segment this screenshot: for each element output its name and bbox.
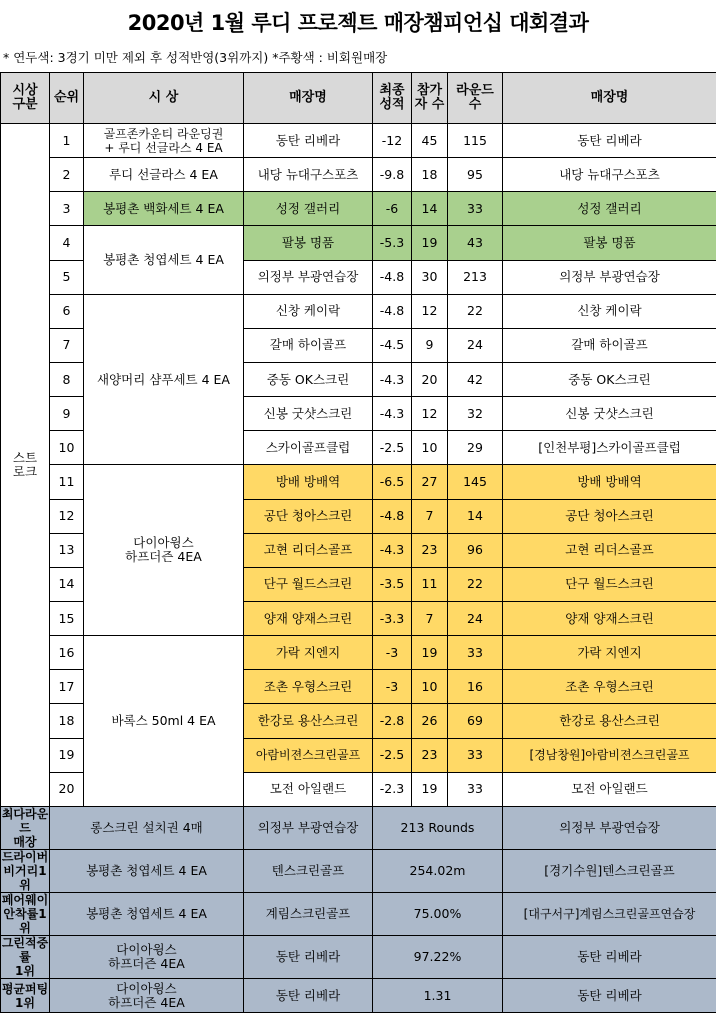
prize-cell: 루디 선글라스 4 EA <box>84 158 244 192</box>
store-cell: 성정 갤러리 <box>244 192 373 226</box>
rounds-cell: 43 <box>448 226 503 260</box>
rounds-cell: 16 <box>448 670 503 704</box>
table-row <box>1 158 716 192</box>
footer-store-full: 동탄 리베라 <box>503 935 716 978</box>
footer-row-fairway-accuracy <box>1 892 716 935</box>
store-full-cell: 방배 방배역 <box>503 465 716 499</box>
rank-cell: 11 <box>50 465 84 499</box>
participants-cell: 45 <box>412 124 448 158</box>
participants-cell: 12 <box>412 397 448 431</box>
store-cell: 한강로 용산스크린 <box>244 704 373 738</box>
score-cell: -4.8 <box>373 499 412 533</box>
rank-cell: 13 <box>50 533 84 567</box>
rank-cell: 2 <box>50 158 84 192</box>
score-cell: -2.8 <box>373 704 412 738</box>
footer-prize: 봉평촌 청엽세트 4 EA <box>50 892 244 935</box>
header-category: 시상 구분 <box>1 73 50 124</box>
score-cell: -4.5 <box>373 328 412 362</box>
footer-category: 드라이버 비거리1위 <box>1 849 50 892</box>
footer-store: 의정부 부광연습장 <box>244 806 373 849</box>
prize-cell: 골프존카운티 라운딩권 + 루디 선글라스 4 EA <box>84 124 244 158</box>
score-cell: -12 <box>373 124 412 158</box>
participants-cell: 30 <box>412 260 448 294</box>
store-full-cell: 한강로 용산스크린 <box>503 704 716 738</box>
rounds-cell: 42 <box>448 362 503 396</box>
rounds-cell: 145 <box>448 465 503 499</box>
store-cell: 중동 OK스크린 <box>244 362 373 396</box>
footer-store: 텐스크린골프 <box>244 849 373 892</box>
rank-cell: 10 <box>50 431 84 465</box>
rank-cell: 18 <box>50 704 84 738</box>
score-cell: -4.3 <box>373 533 412 567</box>
participants-cell: 12 <box>412 294 448 328</box>
score-cell: -9.8 <box>373 158 412 192</box>
footer-value: 254.02m <box>373 849 503 892</box>
store-full-cell: 모전 아일랜드 <box>503 772 716 806</box>
store-full-cell: 팔봉 명품 <box>503 226 716 260</box>
score-cell: -3.3 <box>373 601 412 635</box>
store-cell: 고현 리더스골프 <box>244 533 373 567</box>
header-rank: 순위 <box>50 73 84 124</box>
store-cell: 동탄 리베라 <box>244 124 373 158</box>
rounds-cell: 33 <box>448 636 503 670</box>
store-full-cell: 단구 월드스크린 <box>503 567 716 601</box>
store-cell: 모전 아일랜드 <box>244 772 373 806</box>
footer-value: 97.22% <box>373 935 503 978</box>
table-header-row <box>1 73 716 124</box>
rounds-cell: 22 <box>448 294 503 328</box>
rank-cell: 7 <box>50 328 84 362</box>
table-row <box>1 465 716 499</box>
store-cell: 방배 방배역 <box>244 465 373 499</box>
header-final-score: 최종 성적 <box>373 73 412 124</box>
rounds-cell: 96 <box>448 533 503 567</box>
participants-cell: 26 <box>412 704 448 738</box>
score-cell: -2.5 <box>373 738 412 772</box>
rounds-cell: 213 <box>448 260 503 294</box>
footer-category: 페어웨이 안착률1위 <box>1 892 50 935</box>
store-cell: 양재 양재스크린 <box>244 601 373 635</box>
participants-cell: 20 <box>412 362 448 396</box>
rank-cell: 12 <box>50 499 84 533</box>
rounds-cell: 33 <box>448 738 503 772</box>
score-cell: -4.3 <box>373 362 412 396</box>
footer-store: 동탄 리베라 <box>244 935 373 978</box>
participants-cell: 23 <box>412 533 448 567</box>
footer-store-full: [경기수원]텐스크린골프 <box>503 849 716 892</box>
store-cell: 가락 지엔지 <box>244 636 373 670</box>
store-full-cell: [경남창원]아람비젼스크린골프 <box>503 738 716 772</box>
rank-cell: 14 <box>50 567 84 601</box>
footer-value: 75.00% <box>373 892 503 935</box>
score-cell: -3 <box>373 670 412 704</box>
store-full-cell: 가락 지엔지 <box>503 636 716 670</box>
store-full-cell: 의정부 부광연습장 <box>503 260 716 294</box>
footer-prize: 다이아윙스 하프더즌 4EA <box>50 978 244 1013</box>
store-cell: 신봉 굿샷스크린 <box>244 397 373 431</box>
footer-category: 평균퍼팅 1위 <box>1 978 50 1013</box>
store-full-cell: 공단 청아스크린 <box>503 499 716 533</box>
score-cell: -6 <box>373 192 412 226</box>
score-cell: -4.3 <box>373 397 412 431</box>
store-cell: 갈매 하이골프 <box>244 328 373 362</box>
score-cell: -2.3 <box>373 772 412 806</box>
participants-cell: 7 <box>412 601 448 635</box>
score-cell: -4.8 <box>373 294 412 328</box>
participants-cell: 14 <box>412 192 448 226</box>
prize-cell: 봉평촌 백화세트 4 EA <box>84 192 244 226</box>
footer-category: 그린적중률 1위 <box>1 935 50 978</box>
store-cell: 아람비젼스크린골프 <box>244 738 373 772</box>
results-table <box>0 72 716 1013</box>
table-row <box>1 124 716 158</box>
participants-cell: 11 <box>412 567 448 601</box>
footer-store: 동탄 리베라 <box>244 978 373 1013</box>
store-cell: 조촌 우형스크린 <box>244 670 373 704</box>
legend-note: * 연두색: 3경기 미만 제외 후 성적반영(3위까지) *주황색 : 비회원매장 <box>3 46 387 70</box>
footer-row-driver-distance <box>1 849 716 892</box>
rounds-cell: 95 <box>448 158 503 192</box>
rank-cell: 8 <box>50 362 84 396</box>
footer-store-full: 동탄 리베라 <box>503 978 716 1013</box>
rounds-cell: 29 <box>448 431 503 465</box>
store-full-cell: [인천부평]스카이골프클럽 <box>503 431 716 465</box>
store-cell: 의정부 부광연습장 <box>244 260 373 294</box>
rank-cell: 15 <box>50 601 84 635</box>
footer-store-full: 의정부 부광연습장 <box>503 806 716 849</box>
store-cell: 공단 청아스크린 <box>244 499 373 533</box>
participants-cell: 7 <box>412 499 448 533</box>
table-row <box>1 636 716 670</box>
store-cell: 팔봉 명품 <box>244 226 373 260</box>
store-full-cell: 동탄 리베라 <box>503 124 716 158</box>
prize-cell: 바록스 50ml 4 EA <box>84 636 244 807</box>
participants-cell: 10 <box>412 431 448 465</box>
rank-cell: 16 <box>50 636 84 670</box>
store-full-cell: 고현 리더스골프 <box>503 533 716 567</box>
table-row <box>1 294 716 328</box>
table-row <box>1 192 716 226</box>
score-cell: -5.3 <box>373 226 412 260</box>
score-cell: -3.5 <box>373 567 412 601</box>
footer-row-green-hit <box>1 935 716 978</box>
participants-cell: 9 <box>412 328 448 362</box>
participants-cell: 23 <box>412 738 448 772</box>
store-cell: 단구 월드스크린 <box>244 567 373 601</box>
rounds-cell: 32 <box>448 397 503 431</box>
participants-cell: 19 <box>412 226 448 260</box>
footer-prize: 봉평촌 청엽세트 4 EA <box>50 849 244 892</box>
rank-cell: 19 <box>50 738 84 772</box>
store-cell: 스카이골프클럽 <box>244 431 373 465</box>
score-cell: -4.8 <box>373 260 412 294</box>
store-full-cell: 양재 양재스크린 <box>503 601 716 635</box>
score-cell: -6.5 <box>373 465 412 499</box>
page-title: 2020년 1월 루디 프로젝트 매장챔피언십 대회결과 <box>0 0 716 44</box>
footer-category: 최다라운드 매장 <box>1 806 50 849</box>
participants-cell: 19 <box>412 772 448 806</box>
header-rounds: 라운드 수 <box>448 73 503 124</box>
score-cell: -3 <box>373 636 412 670</box>
score-cell: -2.5 <box>373 431 412 465</box>
rank-cell: 20 <box>50 772 84 806</box>
rounds-cell: 24 <box>448 601 503 635</box>
participants-cell: 19 <box>412 636 448 670</box>
footer-prize: 다이아윙스 하프더즌 4EA <box>50 935 244 978</box>
footer-store-full: [대구서구]계림스크린골프연습장 <box>503 892 716 935</box>
store-cell: 신창 케이락 <box>244 294 373 328</box>
prize-cell: 다이아윙스 하프더즌 4EA <box>84 465 244 636</box>
participants-cell: 18 <box>412 158 448 192</box>
header-participants: 참가 자 수 <box>412 73 448 124</box>
rounds-cell: 115 <box>448 124 503 158</box>
rank-cell: 5 <box>50 260 84 294</box>
prize-cell: 봉평촌 청엽세트 4 EA <box>84 226 244 294</box>
prize-cell: 새양머리 샴푸세트 4 EA <box>84 294 244 465</box>
rounds-cell: 33 <box>448 772 503 806</box>
footer-value: 213 Rounds <box>373 806 503 849</box>
rounds-cell: 22 <box>448 567 503 601</box>
participants-cell: 27 <box>412 465 448 499</box>
rank-cell: 17 <box>50 670 84 704</box>
rank-cell: 6 <box>50 294 84 328</box>
rounds-cell: 14 <box>448 499 503 533</box>
rounds-cell: 69 <box>448 704 503 738</box>
store-full-cell: 갈매 하이골프 <box>503 328 716 362</box>
rounds-cell: 24 <box>448 328 503 362</box>
store-full-cell: 성정 갤러리 <box>503 192 716 226</box>
rank-cell: 3 <box>50 192 84 226</box>
store-full-cell: 신창 케이락 <box>503 294 716 328</box>
header-store-full: 매장명 <box>503 73 716 124</box>
store-full-cell: 내당 뉴대구스포츠 <box>503 158 716 192</box>
participants-cell: 10 <box>412 670 448 704</box>
rank-cell: 1 <box>50 124 84 158</box>
rounds-cell: 33 <box>448 192 503 226</box>
footer-prize: 롱스크린 설치권 4매 <box>50 806 244 849</box>
table-row <box>1 226 716 260</box>
footer-store: 계림스크린골프 <box>244 892 373 935</box>
header-store: 매장명 <box>244 73 373 124</box>
header-prize: 시 상 <box>84 73 244 124</box>
footer-value: 1.31 <box>373 978 503 1013</box>
store-full-cell: 중동 OK스크린 <box>503 362 716 396</box>
store-full-cell: 신봉 굿샷스크린 <box>503 397 716 431</box>
rank-cell: 4 <box>50 226 84 260</box>
store-cell: 내당 뉴대구스포츠 <box>244 158 373 192</box>
store-full-cell: 조촌 우형스크린 <box>503 670 716 704</box>
footer-row-avg-putting <box>1 978 716 1013</box>
rank-cell: 9 <box>50 397 84 431</box>
category-stroke: 스트 로크 <box>1 124 50 807</box>
footer-row-most-rounds <box>1 806 716 849</box>
